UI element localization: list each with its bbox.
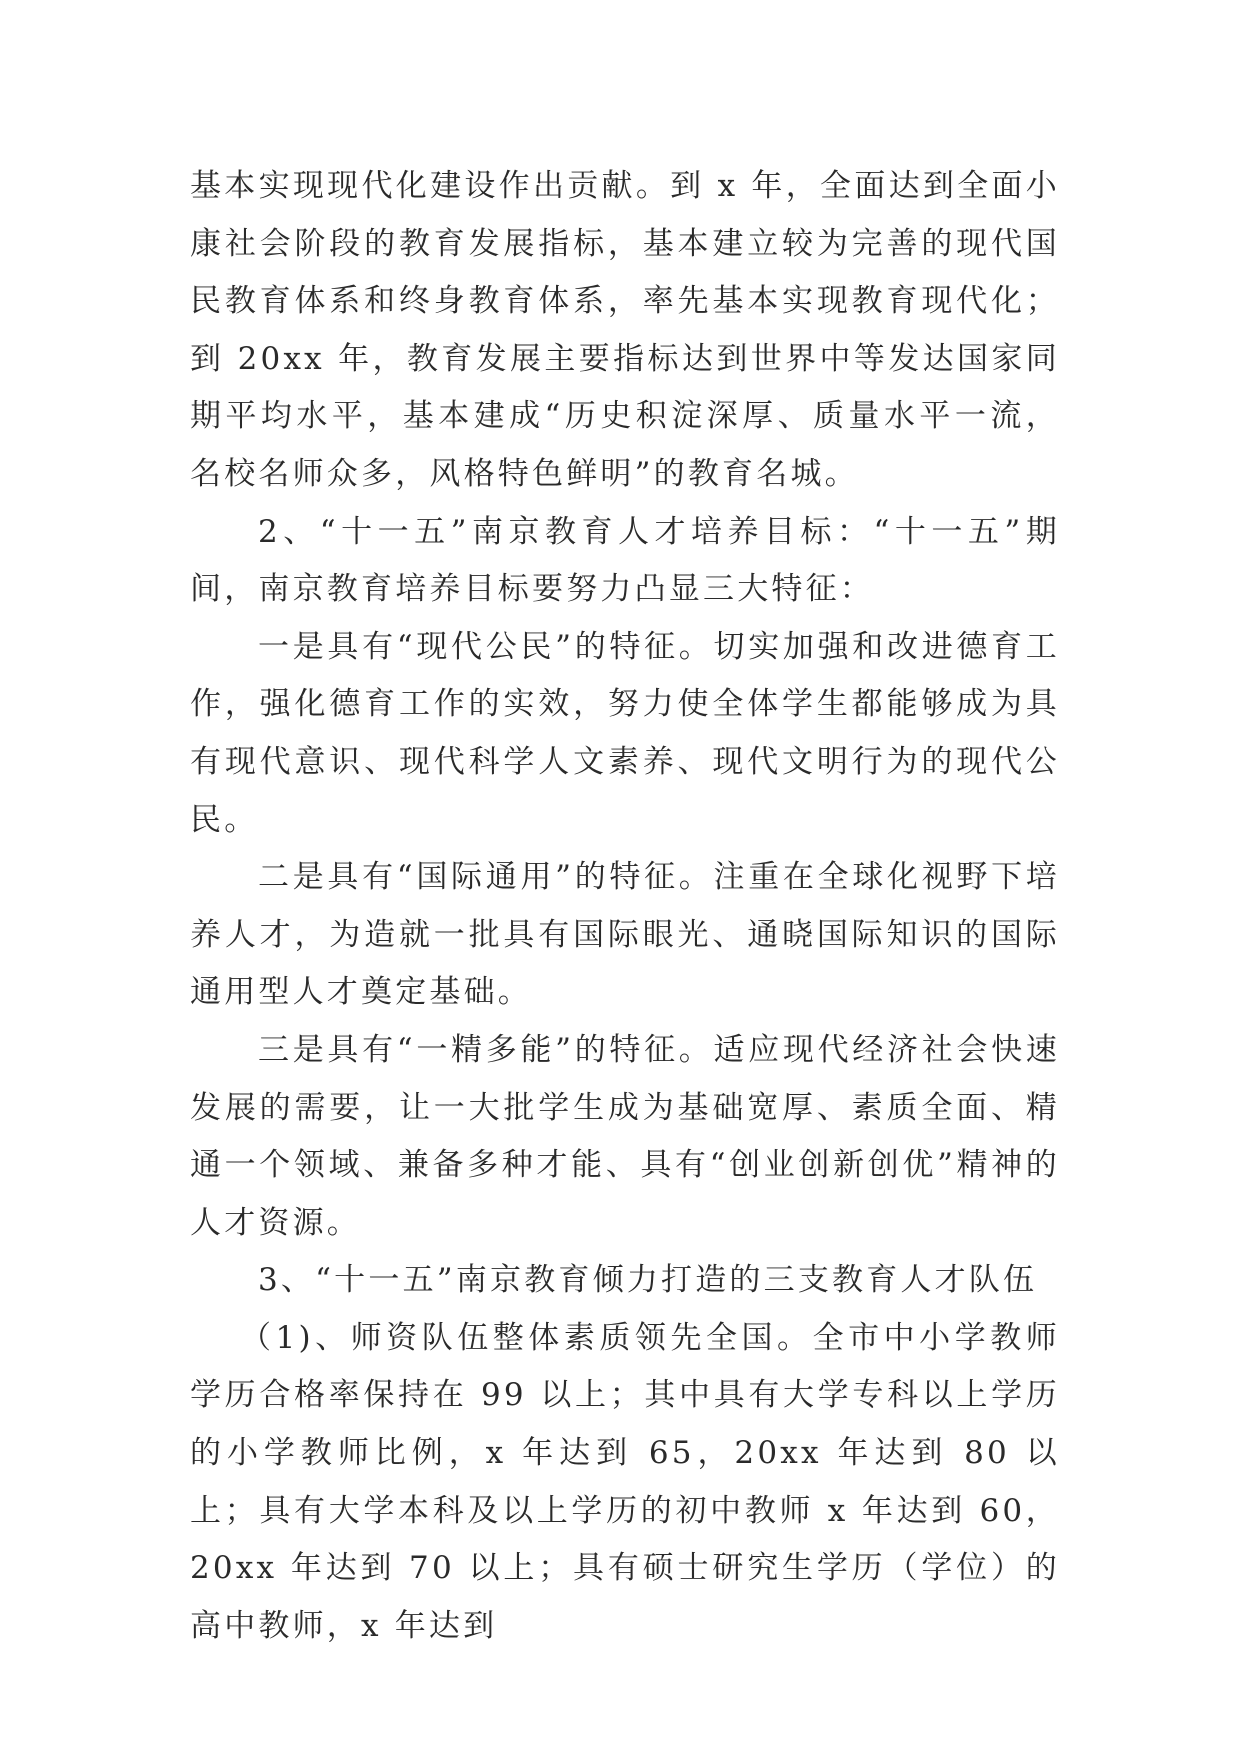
paragraph-2: 2、“十一五”南京教育人才培养目标：“十一五”期间，南京教育培养目标要努力凸显三大特征： [190,513,1060,608]
paragraph-4: 二是具有“国际通用”的特征。注重在全球化视野下培养人才，为造就一批具有国际眼光、通晓国际知识的国际通用型人才奠定基础。 [190,859,1060,1011]
paragraph-1: 基本实现现代化建设作出贡献。到 x 年，全面达到全面小康社会阶段的教育发展指标，基本建立较为完善的现代国民教育体系和终身教育体系，率先基本实现教育现代化；到 20xx 年，教育发展主要指标达到世界中等发达国家同期平均水平，基本建成“历史积淀深厚、质量水平一流，名校名师众多，风格特色鲜明”的教育名城。 [190,168,1060,492]
paragraph-5: 三是具有“一精多能”的特征。适应现代经济社会快速发展的需要，让一大批学生成为基础宽厚、素质全面、精通一个领域、兼备多种才能、具有“创业创新创优”精神的人才资源。 [190,1031,1060,1241]
paragraph-7: （1)、师资队伍整体素质领先全国。全市中小学教师学历合格率保持在 99 以上；其中具有大学专科以上学历的小学教师比例，x 年达到 65，20xx 年达到 80 以上；具有大学本科及以上学历的初中教师 x 年达到 60，20xx 年达到 70 以上；具有硕士研究生学历（学位）的高中教师，x 年达到 [190,1319,1060,1644]
document-body [190,158,1060,1655]
paragraph-6: 3、“十一五”南京教育倾力打造的三支教育人才队伍 [258,1262,1038,1299]
paragraph-3: 一是具有“现代公民”的特征。切实加强和改进德育工作，强化德育工作的实效，努力使全体学生都能够成为具有现代意识、现代科学人文素养、现代文明行为的现代公民。 [190,628,1060,838]
